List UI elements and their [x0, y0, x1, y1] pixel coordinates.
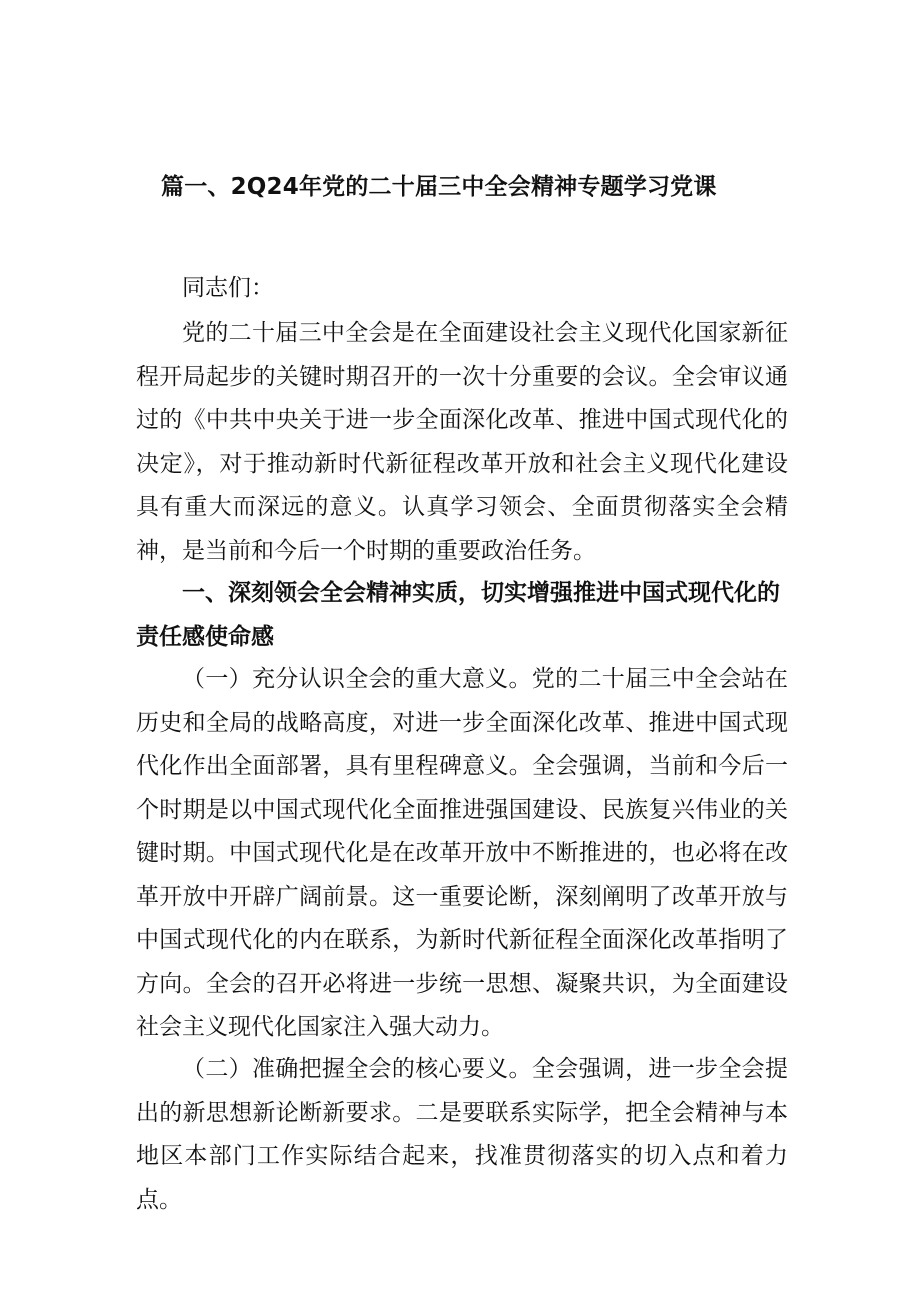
section-heading-1: 一、深刻领会全会精神实质，切实增强推进中国式现代化的责任感使命感 [136, 580, 780, 650]
paragraph-point-1: （一）充分认识全会的重大意义。党的二十届三中全会站在历史和全局的战略高度，对进一步全面深化改革、推进中国式现代化作出全面部署，具有里程碑意义。全会强调，当前和今后一个时期是以中国式现代化全面推进强国建设、民族复兴伟业的关键时期。中国式现代化是在改革开放中不断推进的，也必将在改革开放中开辟广阔前景。这一重要论断，深刻阐明了改革开放与中国式现代化的内在联系，为新时代新征程全面深化改革指明了方向。全会的召开必将进一步统一思想、凝聚共识，为全面建设社会主义现代化国家注入强大动力。 [136, 666, 788, 1040]
paragraph-point-2: （二）准确把握全会的核心要义。全会强调，进一步全会提出的新思想新论断新要求。二是要联系实际学，把全会精神与本地区本部门工作实际结合起来，找准贯彻落实的切入点和着力点。 [136, 1056, 788, 1213]
salutation: 同志们： [182, 275, 274, 301]
paragraph-intro: 党的二十届三中全会是在全面建设社会主义现代化国家新征程开局起步的关键时期召开的一次十分重要的会议。全会审议通过的《中共中央关于进一步全面深化改革、推进中国式现代化的决定》，对于推动新时代新征程改革开放和社会主义现代化建设具有重大而深远的意义。认真学习领会、全面贯彻落实全会精神，是当前和今后一个时期的重要政治任务。 [136, 320, 788, 564]
document-title: 篇一、2Q24年党的二十届三中全会精神专题学习党课 [161, 174, 717, 200]
